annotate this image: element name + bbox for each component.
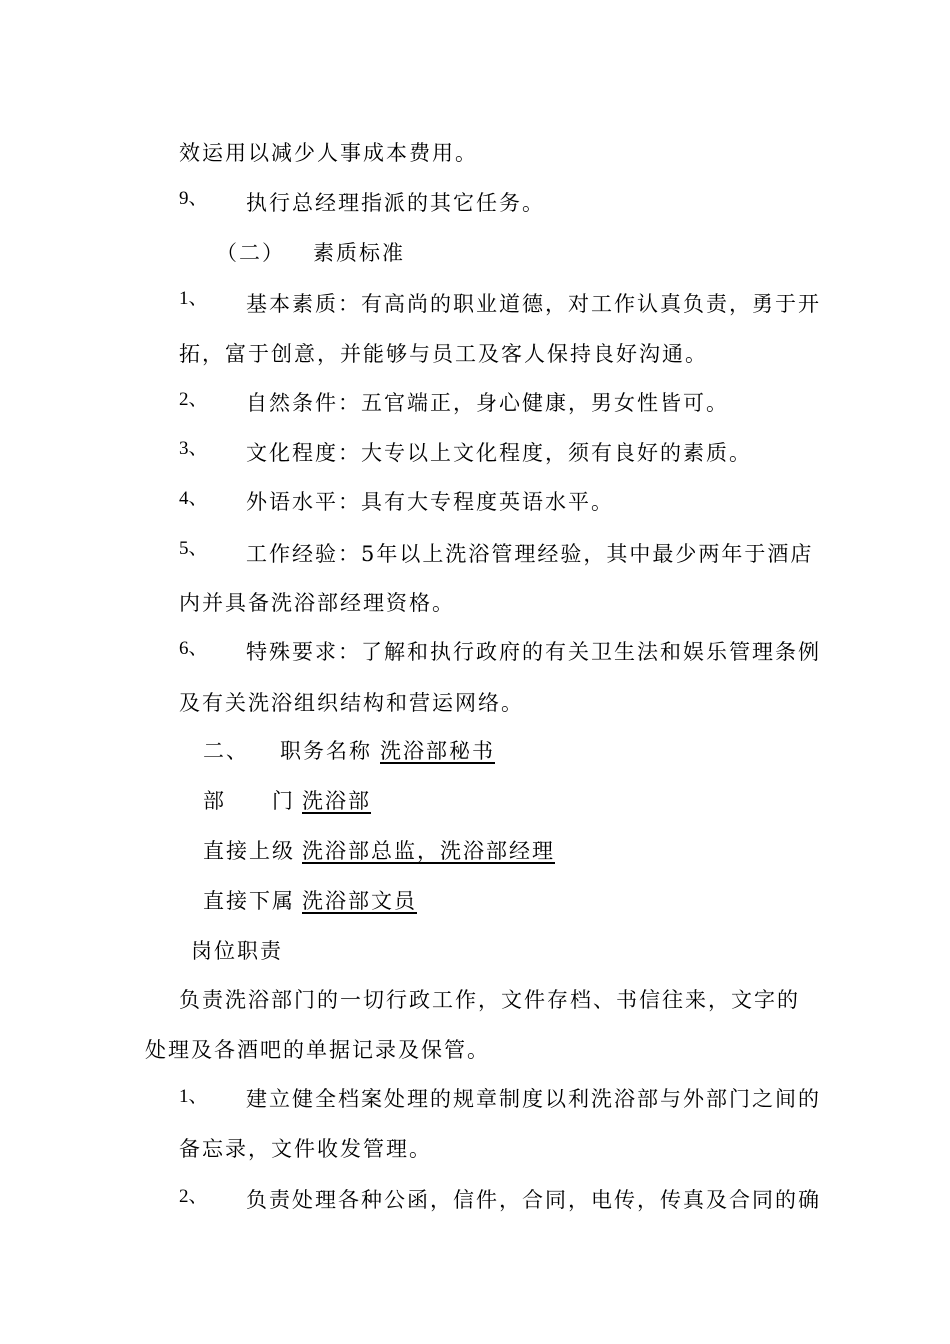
field-label: 部 门 xyxy=(203,789,295,813)
field-label: 直接下属 xyxy=(203,889,295,913)
list-number: 2、 xyxy=(179,389,208,410)
list-number: 9、 xyxy=(179,188,208,209)
section-heading: 岗位职责 xyxy=(191,939,283,963)
paragraph-line: 负责洗浴部门的一切行政工作，文件存档、书信往来，文字的 xyxy=(179,988,800,1012)
list-item-text: 外语水平：具有大专程度英语水平。 xyxy=(246,490,614,514)
paragraph-line: 拓，富于创意，并能够与员工及客人保持良好沟通。 xyxy=(179,342,708,366)
field-value-superior: 洗浴部总监，洗浴部经理 xyxy=(302,839,555,863)
list-item-text: 负责处理各种公函，信件，合同，电传，传真及合同的确 xyxy=(246,1188,821,1212)
list-item-text: 工作经验：5年以上洗浴管理经验，其中最少两年于酒店 xyxy=(246,542,814,566)
list-number: 1、 xyxy=(179,1086,208,1107)
list-number: 3、 xyxy=(179,438,208,459)
list-item-text: 建立健全档案处理的规章制度以利洗浴部与外部门之间的 xyxy=(246,1087,821,1111)
field-value-department: 洗浴部 xyxy=(302,789,371,813)
field-label: 直接上级 xyxy=(203,839,295,863)
list-item-text: 执行总经理指派的其它任务。 xyxy=(246,191,545,215)
field-value-subordinate: 洗浴部文员 xyxy=(302,889,417,913)
paragraph-line: 效运用以减少人事成本费用。 xyxy=(179,141,478,165)
list-item-text: 文化程度：大专以上文化程度，须有良好的素质。 xyxy=(246,441,752,465)
list-number: 5、 xyxy=(179,538,208,559)
section-number: （二） xyxy=(216,241,285,265)
section-number: 二、 xyxy=(203,739,249,763)
list-item-text: 基本素质：有高尚的职业道德，对工作认真负责，勇于开 xyxy=(246,292,821,316)
paragraph-line: 及有关洗浴组织结构和营运网络。 xyxy=(179,691,524,715)
list-number: 2、 xyxy=(179,1186,208,1207)
list-item-text: 自然条件：五官端正，身心健康，男女性皆可。 xyxy=(246,391,729,415)
section-heading: 素质标准 xyxy=(313,241,405,265)
field-label: 职务名称 xyxy=(280,739,372,763)
list-number: 6、 xyxy=(179,638,208,659)
list-item-text: 特殊要求：了解和执行政府的有关卫生法和娱乐管理条例 xyxy=(246,640,821,664)
field-value-title: 洗浴部秘书 xyxy=(380,739,495,763)
list-number: 1、 xyxy=(179,288,208,309)
paragraph-line: 内并具备洗浴部经理资格。 xyxy=(179,591,455,615)
paragraph-line: 备忘录，文件收发管理。 xyxy=(179,1137,432,1161)
paragraph-line: 处理及各酒吧的单据记录及保管。 xyxy=(145,1038,490,1062)
list-number: 4、 xyxy=(179,488,208,509)
